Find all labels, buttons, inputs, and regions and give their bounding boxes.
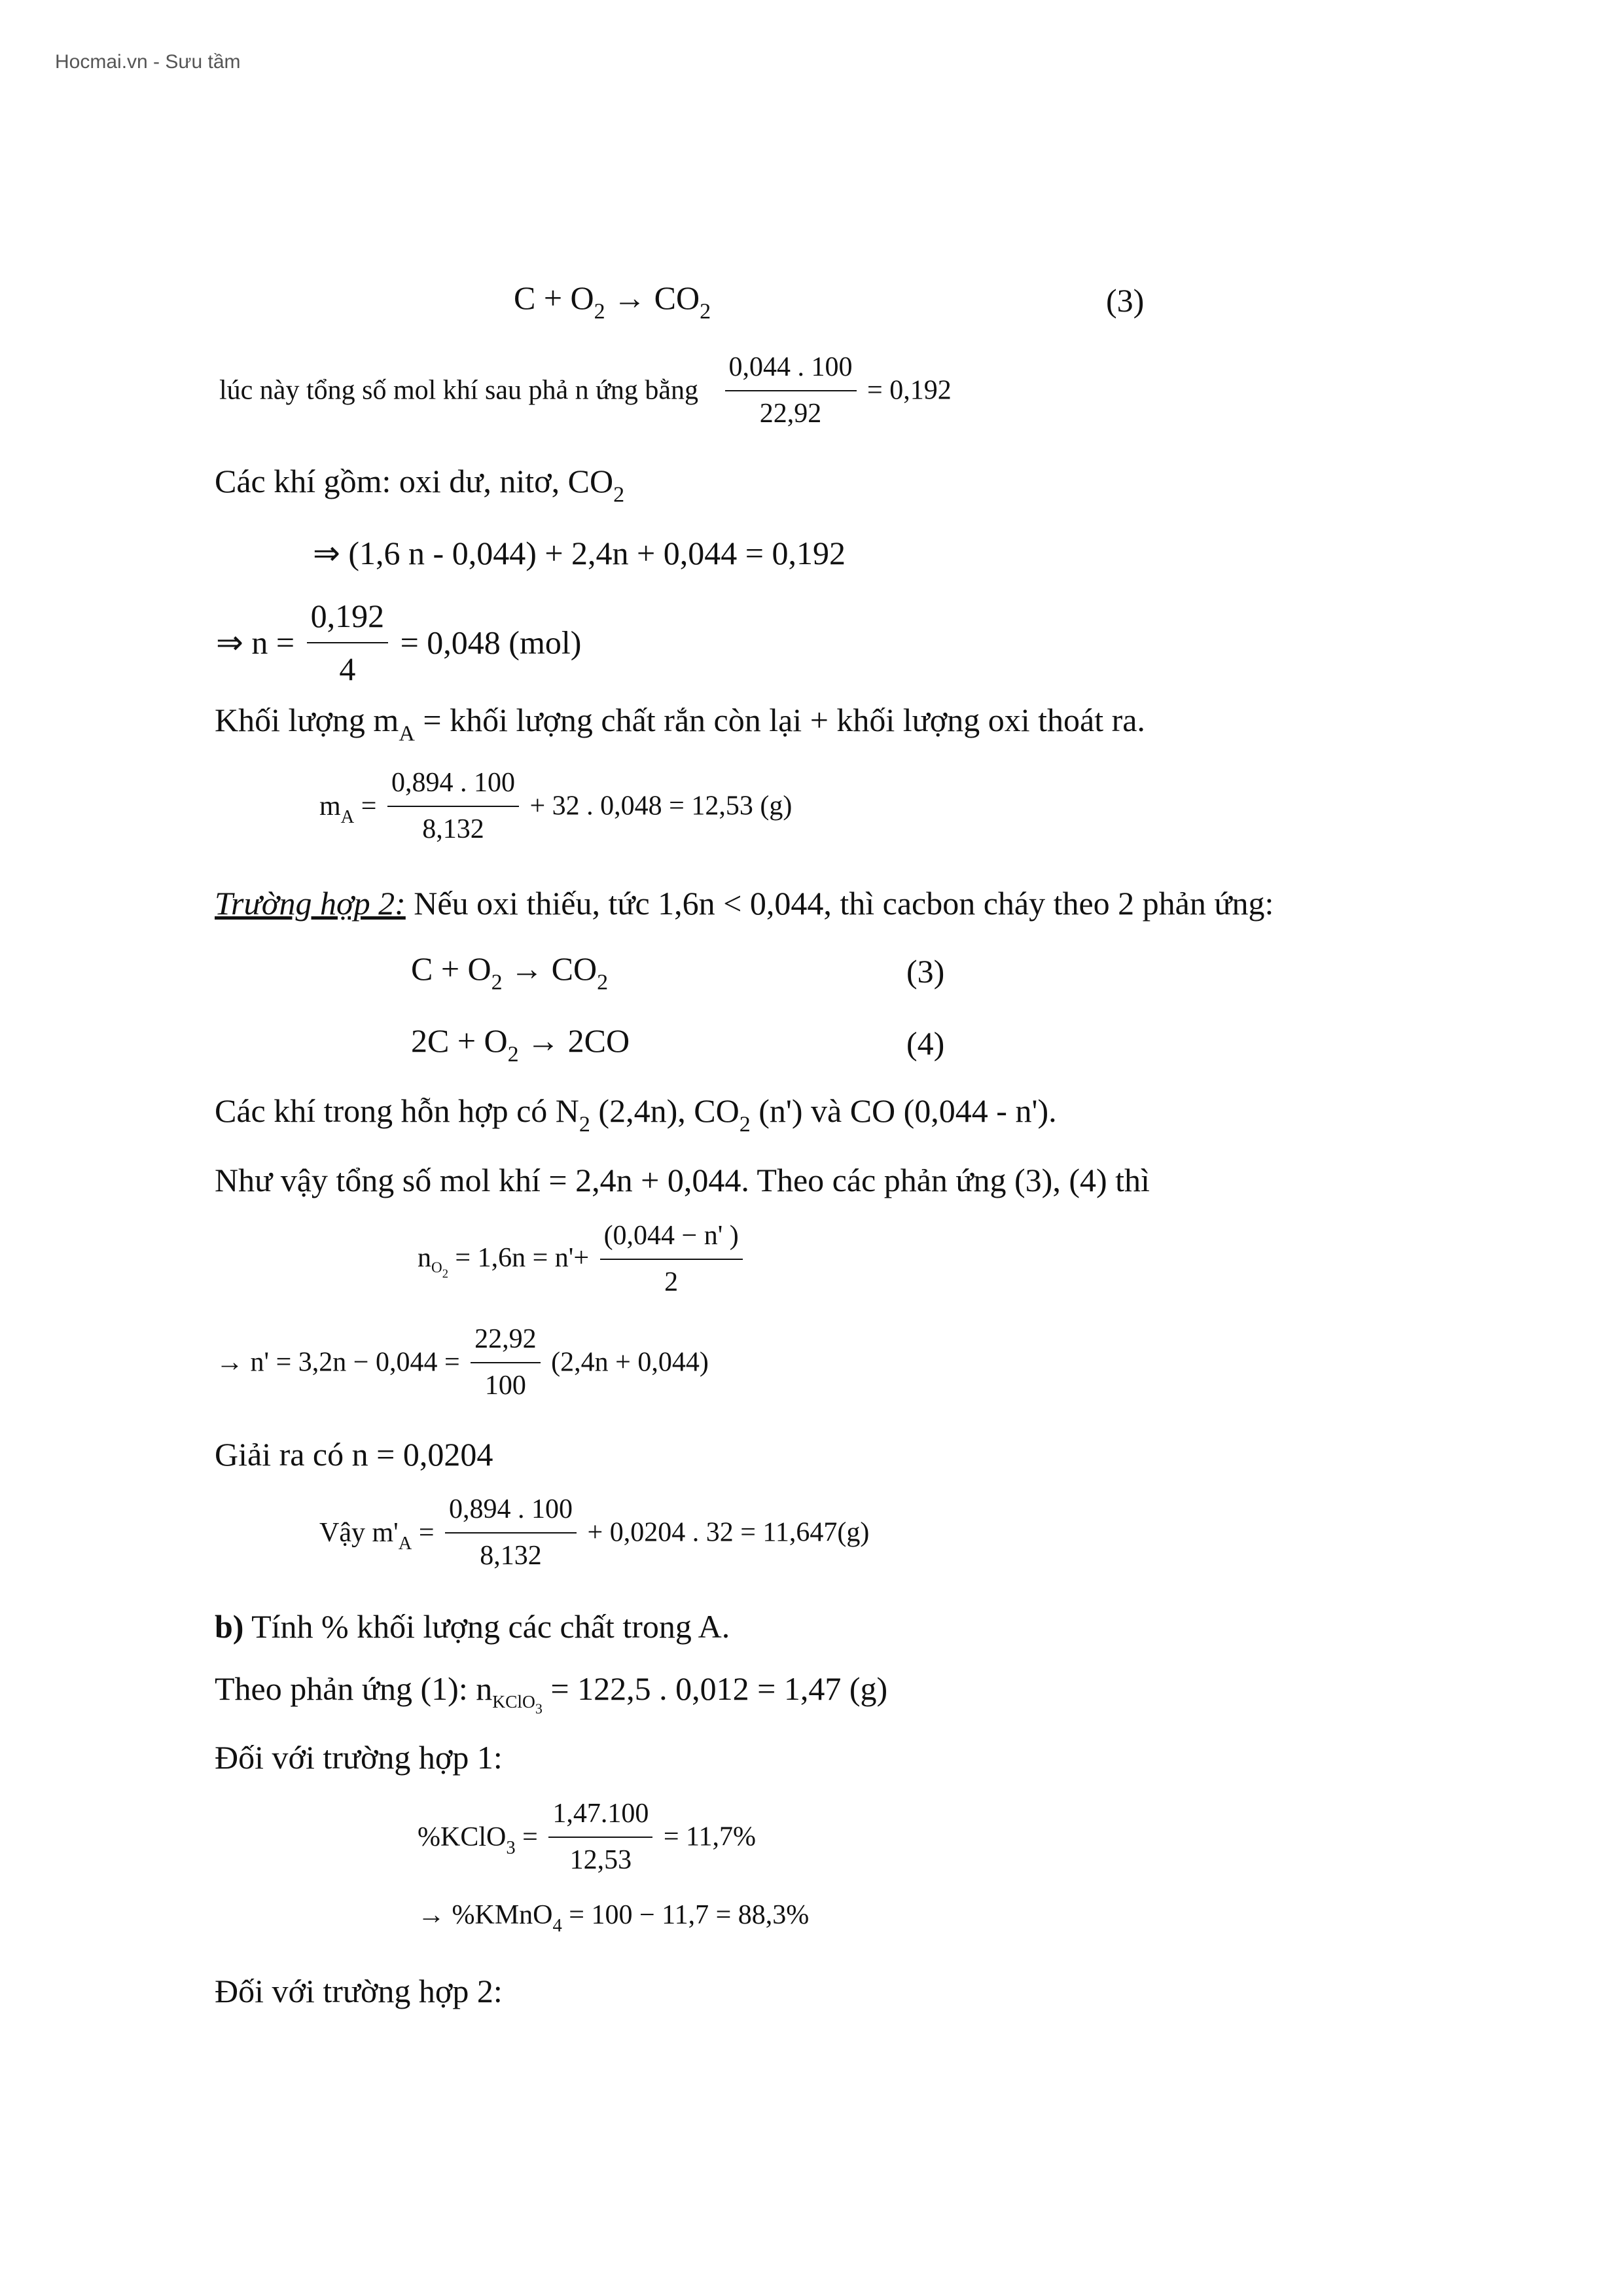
fraction: $\frac{0,894 . 100}{8,132}$: [387, 766, 519, 846]
equation-4: $2C + O_2 \to 2CO$: [411, 1022, 630, 1067]
sum-equation: ⇒ (1,6 n - 0,044) + 2,4n + 0,044 = 0,192: [313, 535, 846, 571]
pct-kclo3-equation: %KClO$_3$ = $\frac{1,47.100}{12,53}$ = 11,7%: [418, 1797, 756, 1877]
fraction: $\frac{1,47.100}{12,53}$: [548, 1797, 652, 1877]
part-b-heading: b) Tính % khối lượng các chất trong A.: [215, 1608, 730, 1645]
gases-line: Các khí gồm: oxi dư, nitơ, $CO_2$: [215, 463, 625, 507]
n-equation: ⇒ n = $\frac{0,192}{4}$ = 0,048 (mol): [216, 596, 581, 689]
case-2-heading: Trường hợp 2: Nếu oxi thiếu, tức 1,6n < 0,044, thì cacbon cháy theo 2 phản ứng:: [215, 885, 1274, 922]
gas-mixture-line: Các khí trong hỗn hợp có $N_2$ (2,4n), $CO_2$ (n') và CO (0,044 - n').: [215, 1092, 1057, 1137]
total-moles-line: lúc này tổng số mol khí sau phả n ứng bằng $\frac{0,044 . 100}{22,92}$ = 0,192: [219, 350, 952, 431]
mA-prime-equation: Vậy $m'_A$ = $\frac{0,894 . 100}{8,132}$ + 0,0204 . 32 = 11,647(g): [319, 1492, 869, 1573]
equation-3: $C + O_2 \to CO_2$: [411, 950, 609, 995]
fraction: $\frac{(0,044 - n' )}{2}$: [600, 1219, 743, 1299]
case-1-label: Đối với trường hợp 1:: [215, 1739, 503, 1776]
nO2-equation: $n_{O_2} = 1,6n = n'+$ $\frac{(0,044 - n' )}{2}$: [418, 1219, 747, 1299]
pct-kmno4-equation: → %KMnO$_4$ = 100 − 11,7 = 88,3%: [418, 1900, 810, 1936]
n-prime-equation: → n' = 3,2n − 0,044 = $\frac{22,92}{100}$ (2,4n + 0,044): [216, 1322, 709, 1403]
kclo3-mass-line: Theo phản ứng (1): $n_{KClO_3} = 122,5$ . 0,012 = 1,47 (g): [215, 1670, 888, 1717]
solution-line: Giải ra có n = 0,0204: [215, 1436, 493, 1473]
equation-number: (3): [1106, 282, 1145, 319]
mass-definition: Khối lượng $m_A$ = khối lượng chất rắn còn lại + khối lượng oxi thoát ra.: [215, 702, 1145, 746]
fraction: $\frac{0,192}{4}$: [307, 596, 389, 689]
fraction: $\frac{22,92}{100}$: [471, 1322, 541, 1403]
watermark: Hocmai.vn - Sưu tầm: [55, 51, 241, 73]
fraction: $\frac{0,044 . 100}{22,92}$: [725, 350, 857, 431]
equation-top: $C + O_2 \to CO_2$: [514, 279, 711, 324]
case-2-label: Đối với trường hợp 2:: [215, 1973, 503, 2009]
fraction: $\frac{0,894 . 100}{8,132}$: [445, 1492, 577, 1573]
total-moles-line-2: Như vậy tổng số mol khí = 2,4n + 0,044. Theo các phản ứng (3), (4) thì: [215, 1162, 1150, 1198]
equation-number: (3): [906, 953, 945, 990]
equation-number: (4): [906, 1025, 945, 1062]
mA-equation: $m_A$ = $\frac{0,894 . 100}{8,132}$ + 32 . 0,048 = 12,53 (g): [319, 766, 792, 846]
